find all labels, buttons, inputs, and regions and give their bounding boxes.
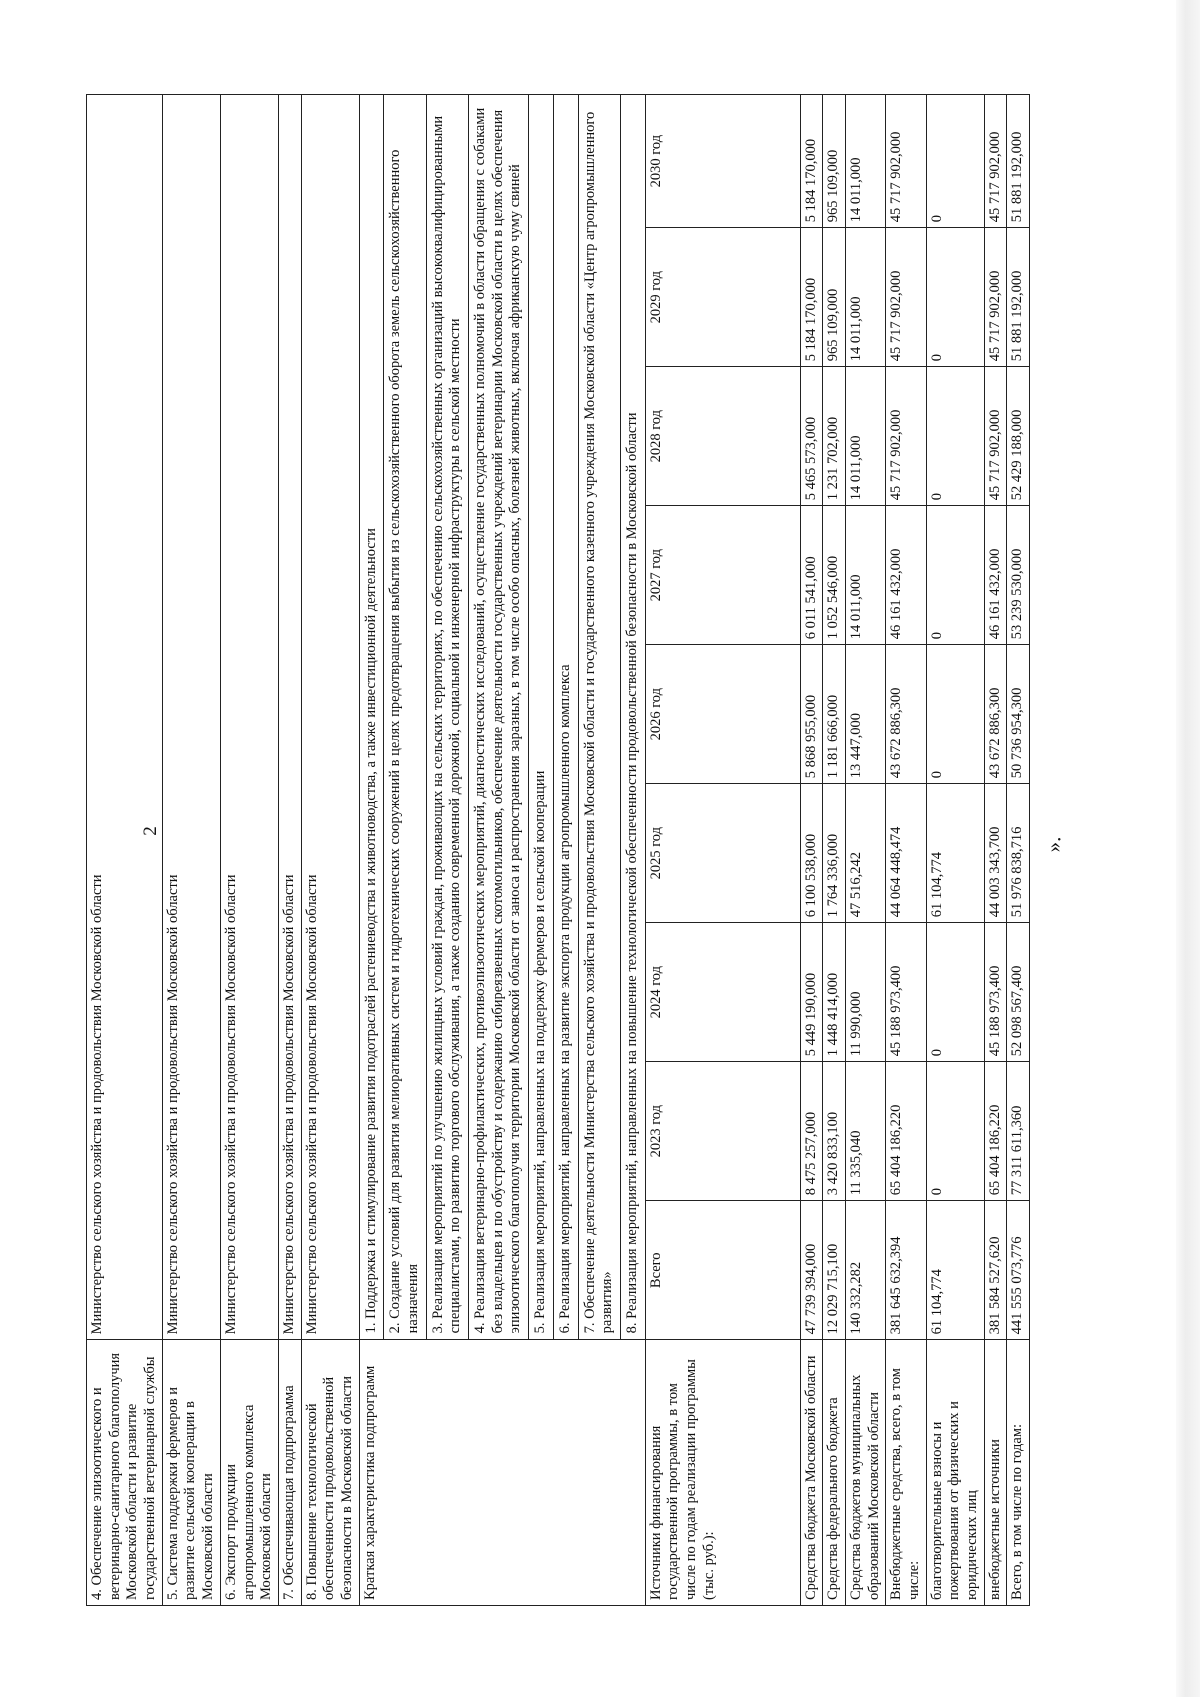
column-header: 2026 год <box>645 645 800 784</box>
finance-value: 52 098 567,400 <box>1007 923 1030 1062</box>
finance-row <box>926 95 984 1606</box>
finance-value: 45 717 902,000 <box>984 228 1007 367</box>
finance-row <box>984 95 1007 1606</box>
finance-value: 0 <box>926 645 984 784</box>
finance-value: 381 645 632,394 <box>886 1201 926 1340</box>
finance-value: 46 161 432,000 <box>984 506 1007 645</box>
finance-value: 5 184 170,000 <box>800 95 823 228</box>
page-number: 2 <box>139 826 161 836</box>
brief-row <box>359 95 384 1606</box>
finance-value: 45 188 973,400 <box>984 923 1007 1062</box>
subprogram-name: 4. Обеспечение эпизоотического и ветеринарно-санитарного благополучия Московской области и развитие государственной ветеринарной службы <box>87 1340 163 1606</box>
finance-value: 5 868 955,000 <box>800 645 823 784</box>
finance-value: 77 311 611,360 <box>1007 1062 1030 1201</box>
finance-value: 1 448 414,000 <box>823 923 846 1062</box>
column-header: 2024 год <box>645 923 800 1062</box>
finance-value: 5 465 573,000 <box>800 367 823 506</box>
finance-value: 140 332,282 <box>845 1201 885 1340</box>
brief-item: 6. Реализация мероприятий, направленных на развитие экспорта продукции агропромышленного комплекса <box>553 95 578 1340</box>
column-header: 2028 год <box>645 367 800 506</box>
finance-value: 8 475 257,000 <box>800 1062 823 1201</box>
finance-value: 11 990,000 <box>845 923 885 1062</box>
finance-value: 46 161 432,000 <box>886 506 926 645</box>
subprogram-row <box>220 95 278 1606</box>
finance-value: 52 429 188,000 <box>1007 367 1030 506</box>
finance-row <box>823 95 846 1606</box>
scan-edge <box>1176 0 1200 1697</box>
column-header: 2025 год <box>645 784 800 923</box>
finance-value: 43 672 886,300 <box>984 645 1007 784</box>
finance-value: 53 239 530,000 <box>1007 506 1030 645</box>
finance-value: 0 <box>926 506 984 645</box>
finance-value: 0 <box>926 367 984 506</box>
finance-value: 47 739 394,000 <box>800 1201 823 1340</box>
subprogram-name: 5. Система поддержки фермеров и развитие сельской кооперации в Московской области <box>162 1340 220 1606</box>
finance-value: 44 064 448,474 <box>886 784 926 923</box>
brief-item: 1. Поддержка и стимулирование развития подотраслей растениеводства и животноводства, а также инвестиционной деятельности <box>359 95 384 1340</box>
program-passport-table <box>86 94 1030 1606</box>
subprogram-name: 7. Обеспечивающая подпрограмма <box>278 1340 301 1606</box>
finance-row-label: Средства бюджетов муниципальных образований Московской области <box>845 1340 885 1606</box>
finance-value: 14 011,000 <box>845 367 885 506</box>
finance-value: 0 <box>926 923 984 1062</box>
finance-row-label: Средства бюджета Московской области <box>800 1340 823 1606</box>
subprogram-name: 6. Экспорт продукции агропромышленного комплекса Московской области <box>220 1340 278 1606</box>
finance-value: 6 011 541,000 <box>800 506 823 645</box>
closing-quote-mark: ». <box>1041 836 1066 853</box>
finance-value: 51 881 192,000 <box>1007 95 1030 228</box>
brief-item: 8. Реализация мероприятий, направленных на повышение технологической обеспеченности продовольственной безопасности в Московской области <box>620 95 645 1340</box>
finance-value: 1 764 336,000 <box>823 784 846 923</box>
finance-row-label: внебюджетные источники <box>984 1340 1007 1606</box>
finance-value: 5 449 190,000 <box>800 923 823 1062</box>
brief-item: 3. Реализация мероприятий по улучшению жилищных условий граждан, проживающих на сельских территориях, по обеспечению сельскохозяйственных организаций высококвалифицированными специалистами, по развитию торгового обслуживания, а также созданию современной дорожной, социальной и инженерной инфраструктуры в сельской местности <box>426 95 468 1340</box>
finance-value: 45 717 902,000 <box>984 95 1007 228</box>
finance-value: 3 420 833,100 <box>823 1062 846 1201</box>
finance-value: 65 404 186,220 <box>886 1062 926 1201</box>
finance-row-label: Внебюджетные средства, всего, в том числе: <box>886 1340 926 1606</box>
finance-value: 45 717 902,000 <box>886 95 926 228</box>
finance-value: 0 <box>926 1062 984 1201</box>
finance-value: 0 <box>926 228 984 367</box>
brief-item: 7. Обеспечение деятельности Министерства сельского хозяйства и продовольствия Московской области и государственного казенного учреждения Московской области «Центр агропромышленного развития» <box>578 95 620 1340</box>
brief-item: 2. Создание условий для развития мелиоративных систем и гидротехнических сооружений в целях предотвращения выбытия из сельскохозяйственного оборота земель сельскохозяйственного назначения <box>384 95 426 1340</box>
finance-value: 381 584 527,620 <box>984 1201 1007 1340</box>
finance-value: 14 011,000 <box>845 95 885 228</box>
subprogram-executor: Министерство сельского хозяйства и продовольствия Московской области <box>278 95 301 1340</box>
finance-value: 1 052 546,000 <box>823 506 846 645</box>
finance-value: 61 104,774 <box>926 1201 984 1340</box>
finance-value: 65 404 186,220 <box>984 1062 1007 1201</box>
finance-value: 14 011,000 <box>845 506 885 645</box>
column-header: 2029 год <box>645 228 800 367</box>
finance-row-label: благотворительные взносы и пожертвования от физических и юридических лиц <box>926 1340 984 1606</box>
finance-value: 0 <box>926 95 984 228</box>
subprogram-executor: Министерство сельского хозяйства и продовольствия Московской области <box>220 95 278 1340</box>
finance-value: 441 555 073,776 <box>1007 1201 1030 1340</box>
finance-value: 50 736 954,300 <box>1007 645 1030 784</box>
subprogram-executor: Министерство сельского хозяйства и продовольствия Московской области <box>87 95 163 1340</box>
subprogram-row <box>162 95 220 1606</box>
finance-row <box>886 95 926 1606</box>
finance-header-label: Источники финансирования государственной программы, в том числе по годам реализации программы (тыс. руб.): <box>645 1340 800 1606</box>
brief-item: 4. Реализация ветеринарно-профилактических, противоэпизоотических мероприятий, диагностических исследований, осуществление государственных полномочий в области обращения с собаками без владельцев и по обустройству и содержанию сибиреязвенных скотомогильников, обеспечение деятельности государственных учреждений ветеринарии Московской области в целях обеспечения эпизоотического благополучия территории Московской области от заноса и распространения заразных, в том числе особо опасных, болезней животных, включая африканскую чуму свиней <box>469 95 529 1340</box>
finance-value: 45 717 902,000 <box>984 367 1007 506</box>
subprogram-row <box>301 95 359 1606</box>
finance-value: 61 104,774 <box>926 784 984 923</box>
finance-row-label: Всего, в том числе по годам: <box>1007 1340 1030 1606</box>
finance-value: 965 109,000 <box>823 95 846 228</box>
finance-value: 1 231 702,000 <box>823 367 846 506</box>
finance-value: 13 447,000 <box>845 645 885 784</box>
finance-value: 5 184 170,000 <box>800 228 823 367</box>
brief-label: Краткая характеристика подпрограмм <box>359 1340 645 1606</box>
subprogram-name: 8. Повышение технологической обеспеченности продовольственной безопасности в Московской области <box>301 1340 359 1606</box>
finance-value: 45 188 973,400 <box>886 923 926 1062</box>
finance-value: 1 181 666,000 <box>823 645 846 784</box>
brief-item: 5. Реализация мероприятий, направленных на поддержку фермеров и сельской кооперации <box>529 95 554 1340</box>
column-header: 2030 год <box>645 95 800 228</box>
finance-value: 11 335,040 <box>845 1062 885 1201</box>
column-header: Всего <box>645 1201 800 1340</box>
finance-value: 14 011,000 <box>845 228 885 367</box>
column-header: 2023 год <box>645 1062 800 1201</box>
subprogram-row <box>87 95 163 1606</box>
finance-row-label: Средства федерального бюджета <box>823 1340 846 1606</box>
finance-row <box>1007 95 1030 1606</box>
finance-value: 45 717 902,000 <box>886 228 926 367</box>
finance-value: 45 717 902,000 <box>886 367 926 506</box>
finance-value: 47 516,242 <box>845 784 885 923</box>
finance-header-row <box>645 95 800 1606</box>
subprogram-executor: Министерство сельского хозяйства и продовольствия Московской области <box>301 95 359 1340</box>
rotated-table-sheet <box>86 94 1026 1606</box>
finance-value: 44 003 343,700 <box>984 784 1007 923</box>
column-header: 2027 год <box>645 506 800 645</box>
finance-value: 6 100 538,000 <box>800 784 823 923</box>
finance-row <box>800 95 823 1606</box>
finance-value: 965 109,000 <box>823 228 846 367</box>
finance-value: 51 976 838,716 <box>1007 784 1030 923</box>
finance-rows <box>800 95 1030 1606</box>
finance-value: 12 029 715,100 <box>823 1201 846 1340</box>
subprogram-executor: Министерство сельского хозяйства и продовольствия Московской области <box>162 95 220 1340</box>
finance-value: 43 672 886,300 <box>886 645 926 784</box>
finance-value: 51 881 192,000 <box>1007 228 1030 367</box>
finance-row <box>845 95 885 1606</box>
subprogram-row <box>278 95 301 1606</box>
